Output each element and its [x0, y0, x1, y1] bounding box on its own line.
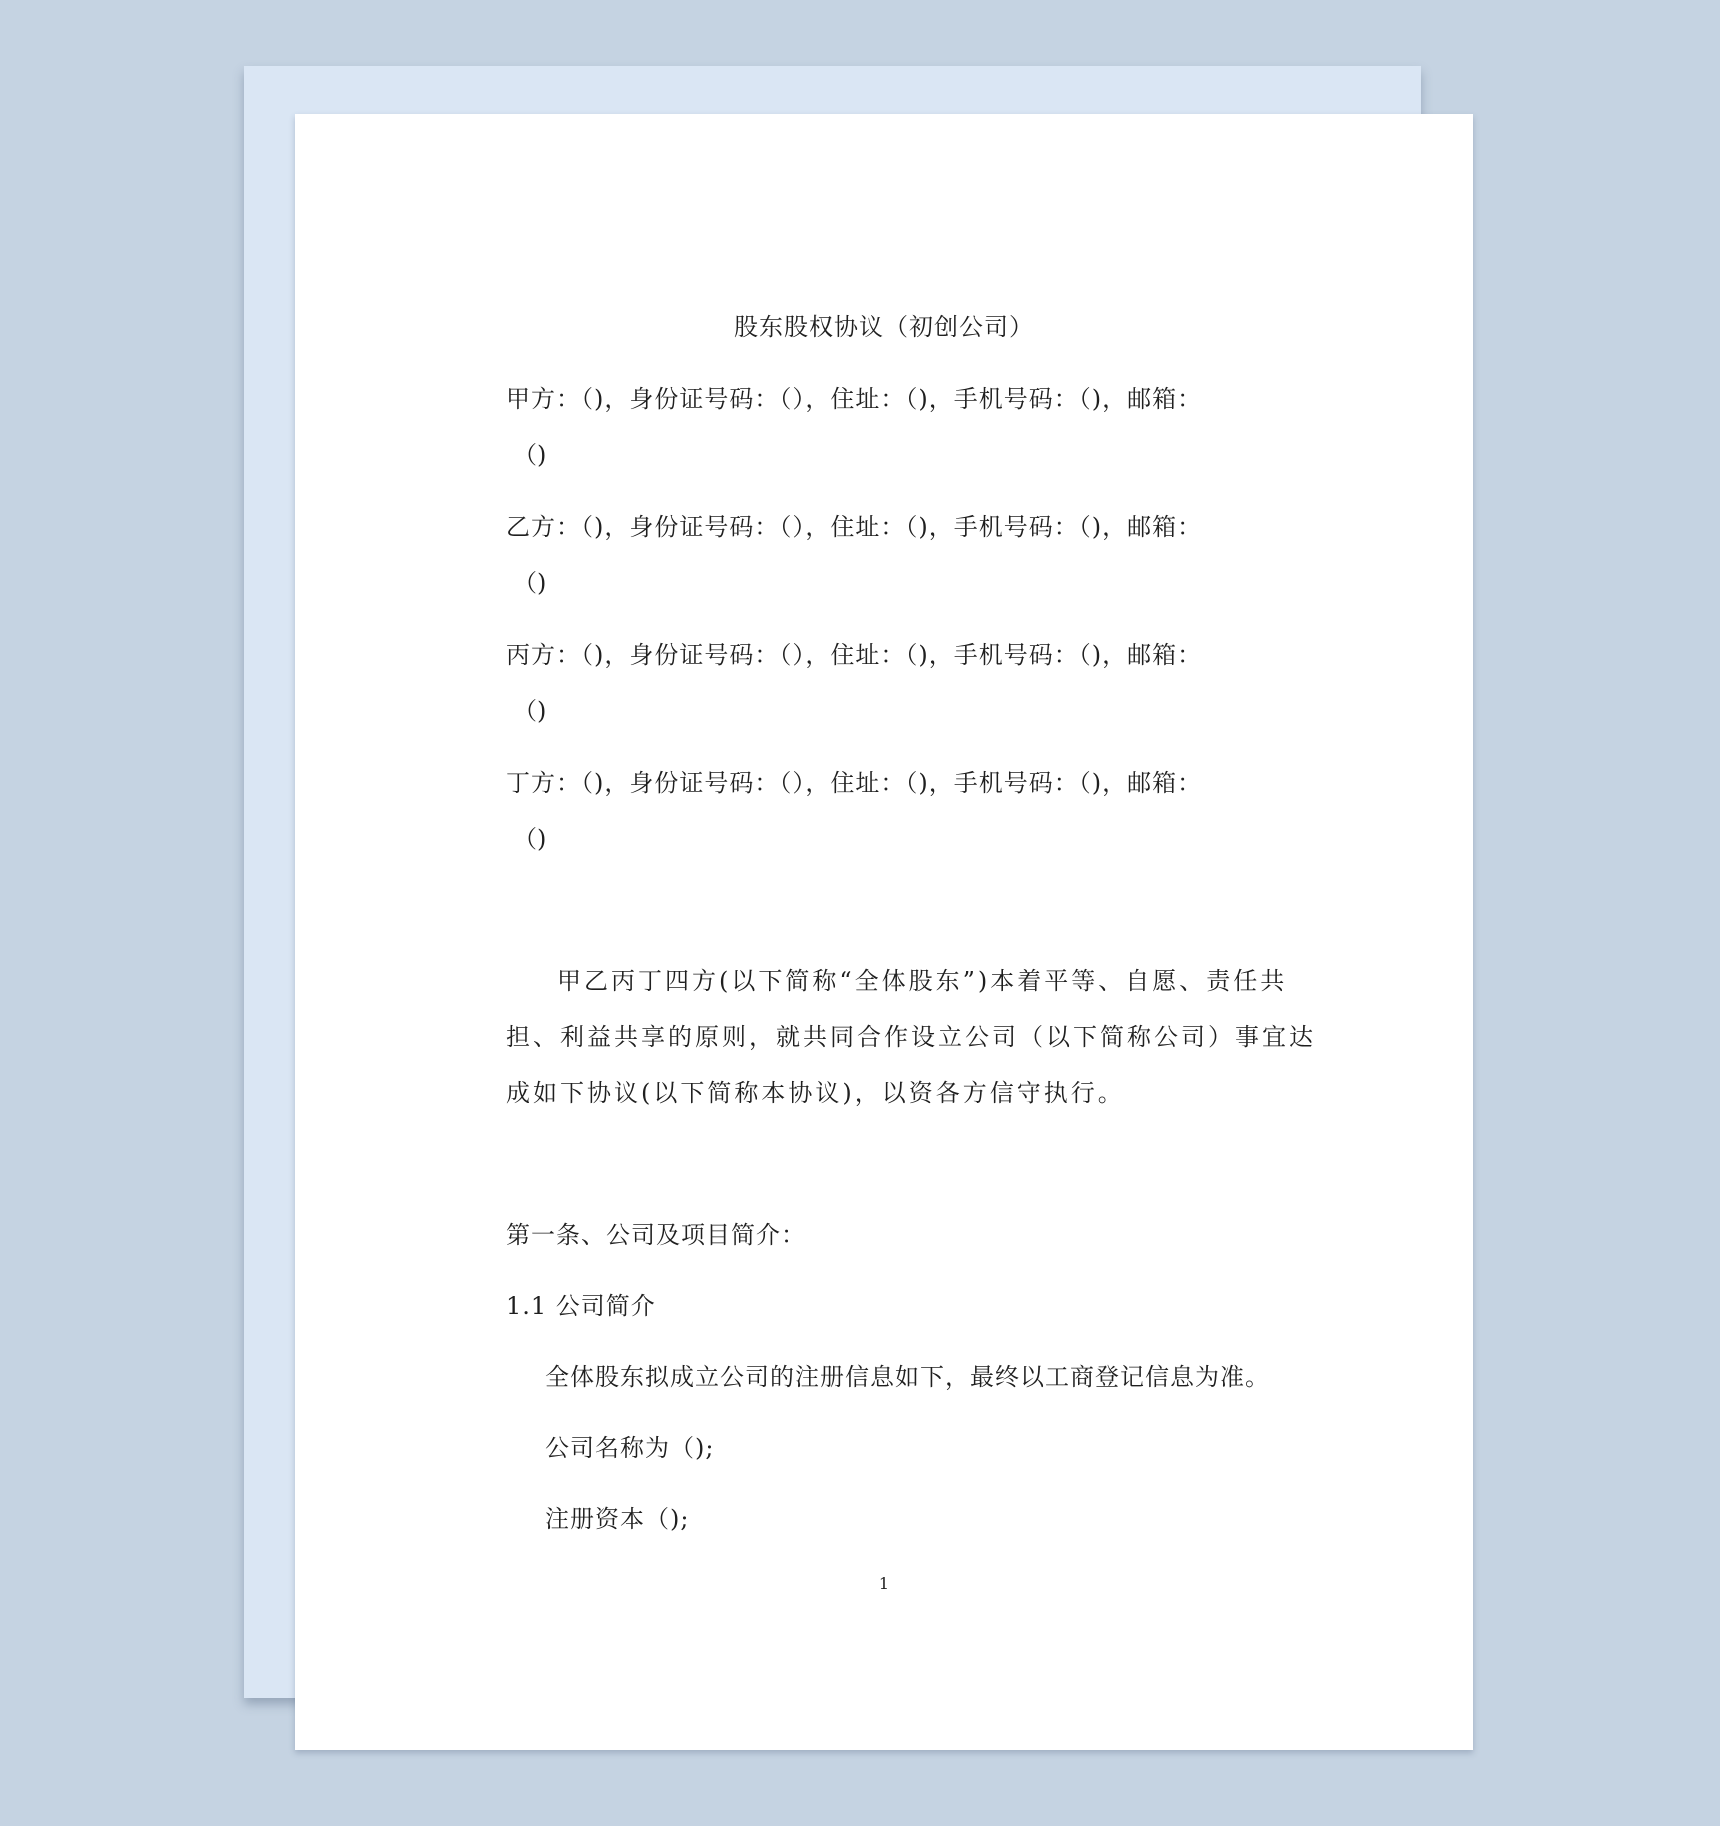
intro-paragraph-line: 成如下协议(以下简称本协议)，以资各方信守执行。 [506, 1079, 1125, 1107]
party-d-line: 丁方：（)，身份证号码：（），住址：（)，手机号码：（)，邮箱： [506, 769, 1203, 797]
party-d-email-value: （) [513, 825, 547, 853]
registered-capital-line: 注册资本（); [545, 1505, 690, 1533]
section-1-1-heading: 1.1 公司简介 [506, 1292, 656, 1320]
party-b-email-value: （) [513, 569, 547, 597]
party-c-line: 丙方：（)，身份证号码：（），住址：（)，手机号码：（)，邮箱： [506, 641, 1203, 669]
document-title: 股东股权协议（初创公司） [734, 313, 1034, 341]
party-a-line: 甲方：（)，身份证号码：（），住址：（)，手机号码：（)，邮箱： [506, 385, 1203, 413]
party-b-line: 乙方：（)，身份证号码：（），住址：（)，手机号码：（)，邮箱： [506, 513, 1203, 541]
page-number: 1 [878, 1574, 890, 1593]
party-a-email-value: （) [513, 441, 547, 469]
document-page [295, 114, 1473, 1750]
intro-paragraph-line: 甲乙丙丁四方(以下简称“全体股东”)本着平等、自愿、责任共 [557, 967, 1288, 995]
company-name-line: 公司名称为（); [545, 1434, 715, 1462]
intro-paragraph-line: 担、利益共享的原则，就共同合作设立公司（以下简称公司）事宜达 [506, 1023, 1316, 1051]
article-1-heading: 第一条、公司及项目简介： [506, 1221, 806, 1249]
registration-info-text: 全体股东拟成立公司的注册信息如下，最终以工商登记信息为准。 [545, 1363, 1270, 1391]
party-c-email-value: （) [513, 697, 547, 725]
